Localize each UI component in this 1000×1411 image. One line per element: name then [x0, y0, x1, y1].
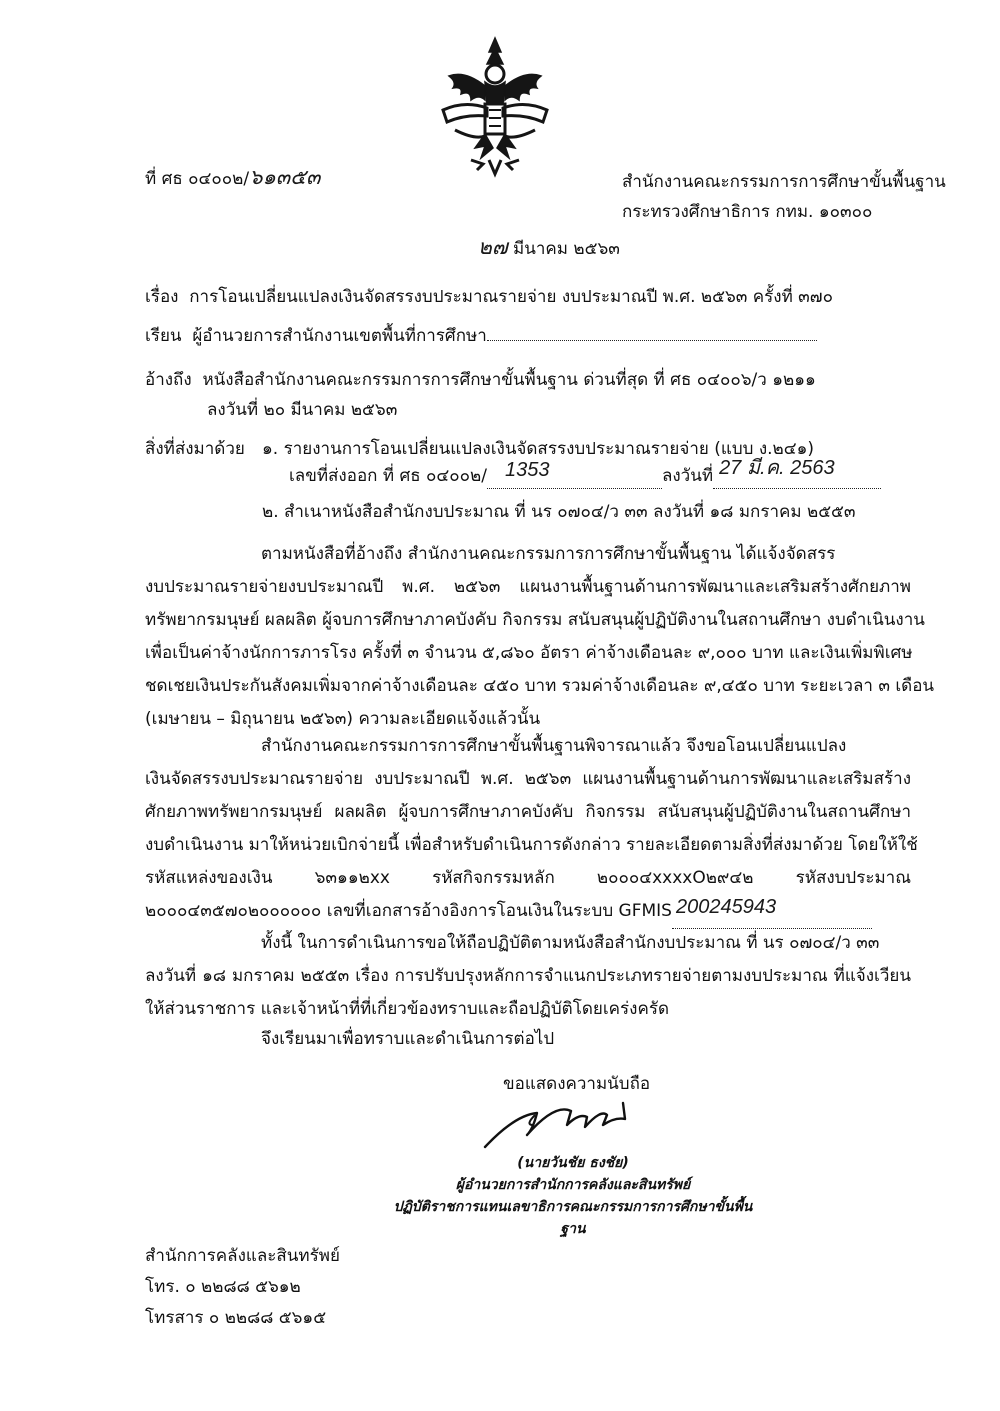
subject-label: เรื่อง — [145, 287, 179, 307]
reference-number-label: ที่ ศธ ๐๔๐๐๒/ — [145, 169, 250, 189]
reference-label: อ้างถึง — [145, 370, 192, 390]
paragraph-line: เงินจัดสรรงบประมาณรายจ่าย งบประมาณปี พ.ศ. ๒๕๖๓ แผนงานพื้นฐานด้านการพัฒนาและเสริมสร้าง — [145, 769, 911, 789]
signatory-acting-position: ปฏิบัติราชการแทนเลขาธิการคณะกรรมการการศึกษาขั้นพื้นฐาน — [393, 1199, 753, 1237]
paragraph-line: รหัสแหล่งของเงิน ๖๓๑๑๒xx รหัสกิจกรรมหลัก ๒๐๐๐๔xxxxO๒๙๔๒ รหัสงบประมาณ — [145, 868, 911, 888]
paragraph-line-gfmis — [145, 895, 911, 929]
signatory-name: (นายวันชัย ธงชัย) — [517, 1155, 629, 1171]
signature-closing: ขอแสดงความนับถือ — [503, 1074, 651, 1094]
enclosure-date-blank — [713, 457, 881, 489]
paragraph-line: (เมษายน – มิถุนายน ๒๕๖๓) ความละเอียดแจ้งแล้วนั้น — [145, 709, 541, 729]
reference-number — [145, 166, 320, 191]
reference-text-line2: ลงวันที่ ๒๐ มีนาคม ๒๕๖๓ — [207, 400, 398, 420]
paragraph-line: สำนักงานคณะกรรมการการศึกษาขั้นพื้นฐานพิจารณาแล้ว จึงขอโอนเปลี่ยนแปลง — [261, 736, 847, 756]
document-date — [478, 236, 620, 261]
enclosure-export-label: เลขที่ส่งออก ที่ ศธ ๐๔๐๐๒/ — [289, 466, 487, 486]
enclosure-item-1: ๑. รายงานการโอนเปลี่ยนแปลงเงินจัดสรรงบประมาณรายจ่าย (แบบ ง.๒๔๑) — [262, 439, 815, 459]
subject-line — [145, 285, 833, 309]
signature-block — [383, 1152, 763, 1240]
paragraph-line: งบประมาณรายจ่ายงบประมาณปี พ.ศ. ๒๕๖๓ แผนงานพื้นฐานด้านการพัฒนาและเสริมสร้างศักยภาพ — [145, 577, 911, 597]
closing-request: จึงเรียนมาเพื่อทราบและดำเนินการต่อไป — [261, 1029, 555, 1049]
paragraph-line: ชดเชยเงินประกันสังคมเพิ่มจากค่าจ้างเดือนละ ๔๕๐ บาท รวมค่าจ้างเดือนละ ๙,๔๕๐ บาท ระยะเวลา ๓ เดือน — [145, 676, 935, 696]
paragraph-line: ทั้งนี้ ในการดำเนินการขอให้ถือปฏิบัติตามหนังสือสำนักงบประมาณ ที่ นร ๐๗๐๔/ว ๓๓ — [261, 933, 880, 953]
body-paragraph-2 — [145, 730, 918, 929]
footer-phone: โทร. ๐ ๒๒๘๘ ๕๖๑๒ — [145, 1277, 301, 1297]
reference-number-handwritten: ๖๑๓๕๓ — [249, 166, 321, 189]
enclosure-item-1-number-line — [289, 457, 881, 489]
paragraph-line: ศักยภาพทรัพยากรมนุษย์ ผลผลิต ผู้จบการศึกษาภาคบังคับ กิจกรรม สนับสนุนผู้ปฏิบัติงานในสถานศึกษา — [145, 802, 911, 822]
reference-text-line1: หนังสือสำนักงานคณะกรรมการการศึกษาขั้นพื้นฐาน ด่วนที่สุด ที่ ศธ ๐๔๐๐๖/ว ๑๒๑๑ — [202, 370, 816, 390]
enclosure-date-handwritten: 27 มี.ค. 2563 — [719, 457, 835, 479]
enclosure-date-label: ลงวันที่ — [661, 466, 714, 486]
body-paragraph-1 — [145, 538, 935, 736]
paragraph-line: เพื่อเป็นค่าจ้างนักการภารโรง ครั้งที่ ๓ จำนวน ๕,๘๖๐ อัตรา ค่าจ้างเดือนละ ๙,๐๐๐ บาท และเงินเพิ่มพิเศษ — [145, 643, 913, 663]
paragraph-line: ตามหนังสือที่อ้างถึง สำนักงานคณะกรรมการการศึกษาขั้นพื้นฐาน ได้แจ้งจัดสรร — [261, 544, 836, 564]
enclosures-label: สิ่งที่ส่งมาด้วย — [145, 439, 245, 459]
garuda-emblem-icon — [435, 30, 555, 180]
footer-fax: โทรสาร ๐ ๒๒๘๘ ๕๖๑๕ — [145, 1308, 327, 1328]
body-paragraph-3 — [145, 927, 911, 1026]
reference-line — [145, 368, 816, 392]
agency-name: สำนักงานคณะกรรมการการศึกษาขั้นพื้นฐาน — [622, 172, 946, 192]
addressee-label: เรียน — [145, 326, 182, 346]
enclosure-number-handwritten: 1353 — [504, 459, 550, 481]
gfmis-blank — [672, 895, 872, 929]
footer-office: สำนักการคลังและสินทรัพย์ — [145, 1246, 340, 1266]
addressee-blank-line — [487, 340, 817, 341]
paragraph-line: ลงวันที่ ๑๘ มกราคม ๒๕๕๓ เรื่อง การปรับปรุงหลักการจำแนกประเภทรายจ่ายตามงบประมาณ ที่แจ้งเวียน — [145, 966, 911, 986]
enclosure-item-2: ๒. สำเนาหนังสือสำนักงบประมาณ ที่ นร ๐๗๐๔/ว ๓๓ ลงวันที่ ๑๘ มกราคม ๒๕๕๓ — [262, 502, 856, 522]
subject-text: การโอนเปลี่ยนแปลงเงินจัดสรรงบประมาณรายจ่าย งบประมาณปี พ.ศ. ๒๕๖๓ ครั้งที่ ๓๗๐ — [189, 287, 833, 307]
paragraph-line: ให้ส่วนราชการ และเจ้าหน้าที่ที่เกี่ยวข้องทราบและถือปฏิบัติโดยเคร่งครัด — [145, 999, 669, 1019]
addressee-line — [145, 324, 817, 348]
signatory-position: ผู้อำนวยการสำนักการคลังและสินทรัพย์ — [455, 1177, 691, 1193]
agency-address: กระทรวงศึกษาธิการ กทม. ๑๐๓๐๐ — [622, 202, 873, 222]
addressee-text: ผู้อำนวยการสำนักงานเขตพื้นที่การศึกษา — [192, 326, 487, 346]
gfmis-label: ๒๐๐๐๔๓๕๗๐๒๐๐๐๐๐๐ เลขที่เอกสารอ้างอิงการโอนเงินในระบบ GFMIS — [145, 901, 672, 921]
paragraph-line: งบดำเนินงาน มาให้หน่วยเบิกจ่ายนี้ เพื่อสำหรับดำเนินการดังกล่าว รายละเอียดตามสิ่งที่ส่งมาด้วย โดยให้ใช้ — [145, 835, 918, 855]
date-month-year: มีนาคม ๒๕๖๓ — [513, 239, 620, 259]
date-day-handwritten: ๒๗ — [478, 236, 508, 259]
gfmis-number-handwritten: 200245943 — [675, 896, 777, 918]
enclosure-number-blank — [487, 459, 662, 489]
handwritten-signature-icon — [475, 1095, 675, 1155]
paragraph-line: ทรัพยากรมนุษย์ ผลผลิต ผู้จบการศึกษาภาคบังคับ กิจกรรม สนับสนุนผู้ปฏิบัติงานในสถานศึกษา งบดำเนินงาน — [145, 610, 925, 630]
